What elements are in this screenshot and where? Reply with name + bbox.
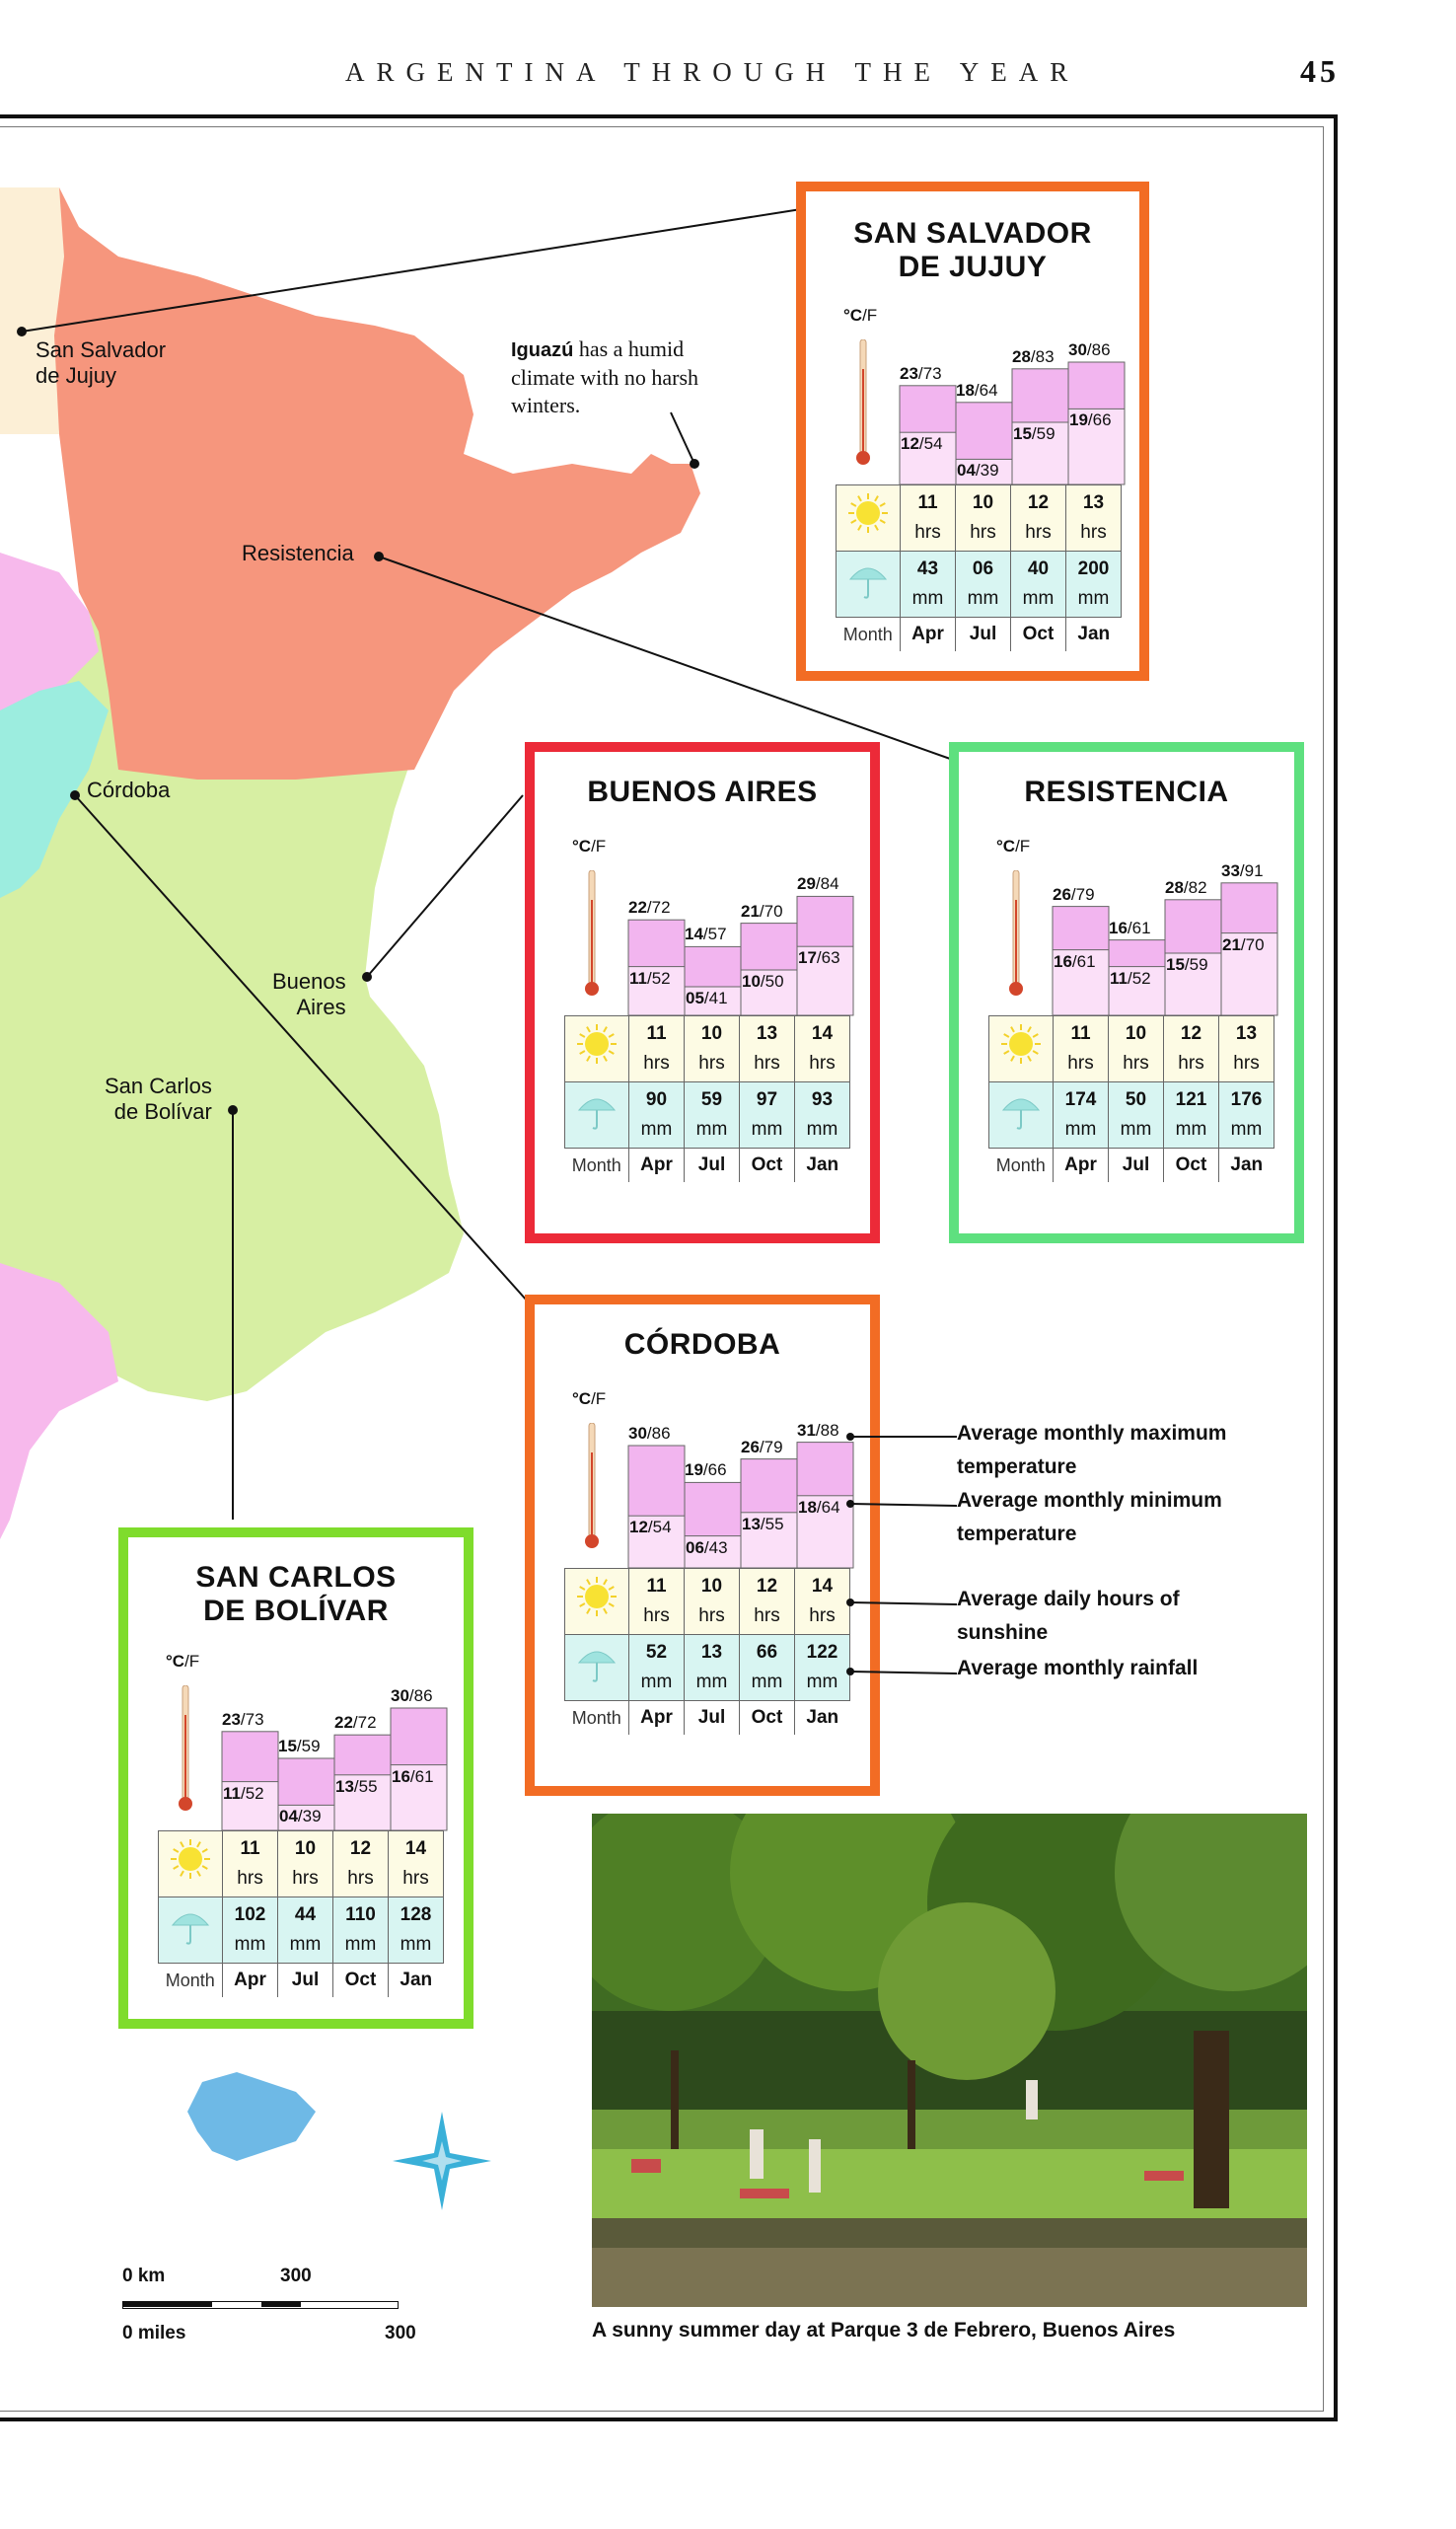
rainfall-cell: 13 mm <box>685 1635 740 1701</box>
unit-celsius: °C <box>166 1652 185 1671</box>
climate-box-title: SAN CARLOS DE BOLÍVAR <box>195 1561 397 1627</box>
month-row <box>159 1964 444 1998</box>
month-label: Month <box>837 618 901 652</box>
climate-table <box>564 1015 850 1182</box>
rainfall-row <box>837 552 1122 618</box>
sunshine-cell: 11 hrs <box>901 485 956 552</box>
month-cell: Oct <box>1164 1149 1219 1183</box>
umbrella-icon <box>159 1897 223 1964</box>
rainfall-cell: 44 mm <box>278 1897 333 1964</box>
rainfall-cell: 110 mm <box>333 1897 389 1964</box>
max-temp-label: 26/79 <box>1053 884 1095 904</box>
sunshine-row <box>989 1016 1274 1082</box>
min-temp-label: 17/63 <box>798 948 840 968</box>
legend-min-temp: Average monthly minimum temperature <box>957 1489 1222 1545</box>
month-cell: Jan <box>1066 618 1122 652</box>
scale-km-start: 0 km <box>122 2266 166 2286</box>
max-temp-label: 30/86 <box>391 1686 433 1705</box>
climate-table <box>564 1568 850 1735</box>
min-temp-label: 19/66 <box>1069 410 1112 430</box>
min-temp-label: 21/70 <box>1222 934 1265 954</box>
unit-celsius: °C <box>843 306 863 325</box>
sunshine-cell: 12 hrs <box>1011 485 1066 552</box>
max-temp-label: 30/86 <box>628 1424 671 1443</box>
temperature-unit-label <box>166 1652 199 1672</box>
min-temp-label: 12/54 <box>629 1518 672 1537</box>
scale-bar-segment <box>123 2302 212 2307</box>
max-temp-label: 21/70 <box>741 901 783 921</box>
max-temp-label: 28/82 <box>1165 877 1207 897</box>
sunshine-cell: 14 hrs <box>389 1831 444 1897</box>
min-temp-label: 13/55 <box>335 1776 378 1796</box>
month-cell: Jul <box>1109 1149 1164 1183</box>
month-cell: Oct <box>740 1149 795 1183</box>
unit-celsius: °C <box>572 1389 592 1408</box>
sunshine-cell: 12 hrs <box>740 1569 795 1635</box>
map-label-cordoba: Córdoba <box>87 778 171 802</box>
umbrella-icon <box>565 1635 629 1701</box>
min-temp-label: 11/52 <box>223 1783 264 1803</box>
month-label: Month <box>989 1149 1054 1183</box>
month-cell: Oct <box>333 1964 389 1998</box>
rainfall-cell: 90 mm <box>629 1082 685 1149</box>
umbrella-icon <box>837 552 901 618</box>
iguazu-note-bold: Iguazú <box>511 339 574 361</box>
thermometer-icon <box>855 339 871 468</box>
iguazu-note-text: has a humid climate with no harsh winters. <box>511 336 699 417</box>
sun-icon <box>989 1016 1054 1082</box>
month-row <box>565 1701 850 1736</box>
climate-box-buenos-aires <box>525 742 880 1243</box>
scale-bar <box>122 2266 418 2343</box>
min-temp-label: 05/41 <box>686 989 728 1007</box>
max-temp-label: 19/66 <box>685 1460 727 1480</box>
rainfall-cell: 43 mm <box>901 552 956 618</box>
month-cell: Apr <box>629 1701 685 1736</box>
max-temp-label: 14/57 <box>685 925 727 944</box>
sunshine-cell: 10 hrs <box>685 1016 740 1082</box>
climate-box-title: CÓRDOBA <box>623 1328 781 1361</box>
max-temp-label: 23/73 <box>900 363 942 383</box>
climate-box-title: SAN SALVADOR DE JUJUY <box>853 217 1092 283</box>
legend-pointers <box>846 1421 957 1677</box>
max-temp-label: 26/79 <box>741 1437 783 1456</box>
map-label-resistencia: Resistencia <box>242 541 354 565</box>
max-temp-label: 18/64 <box>956 380 998 400</box>
rainfall-cell: 121 mm <box>1164 1082 1219 1149</box>
month-cell: Jan <box>389 1964 444 1998</box>
temperature-unit-label <box>843 306 877 326</box>
rainfall-cell: 66 mm <box>740 1635 795 1701</box>
sunshine-cell: 11 hrs <box>1054 1016 1109 1082</box>
sunshine-cell: 12 hrs <box>1164 1016 1219 1082</box>
rainfall-cell: 176 mm <box>1219 1082 1274 1149</box>
sunshine-row <box>159 1831 444 1897</box>
max-temp-label: 16/61 <box>1109 918 1151 937</box>
min-temp-label: 04/39 <box>957 461 999 481</box>
month-label: Month <box>159 1964 223 1998</box>
sunshine-row <box>565 1569 850 1635</box>
month-cell: Apr <box>629 1149 685 1183</box>
max-temp-label: 22/72 <box>628 898 671 918</box>
rainfall-cell: 06 mm <box>956 552 1011 618</box>
unit-celsius: °C <box>996 837 1016 855</box>
scale-mi-start: 0 miles <box>122 2323 186 2343</box>
sunshine-cell: 10 hrs <box>1109 1016 1164 1082</box>
thermometer-icon <box>178 1685 193 1814</box>
min-temp-label: 06/43 <box>686 1537 728 1557</box>
sunshine-cell: 11 hrs <box>223 1831 278 1897</box>
iguazu-note <box>511 335 718 419</box>
rainfall-cell: 97 mm <box>740 1082 795 1149</box>
sunshine-cell: 12 hrs <box>333 1831 389 1897</box>
rainfall-cell: 102 mm <box>223 1897 278 1964</box>
climate-box-cordoba <box>525 1295 880 1796</box>
unit-fahrenheit: /F <box>591 1389 607 1408</box>
rainfall-row <box>565 1635 850 1701</box>
min-temp-label: 04/39 <box>279 1807 322 1826</box>
running-title: ARGENTINA THROUGH THE YEAR <box>345 57 1080 87</box>
month-cell: Jan <box>1219 1149 1274 1183</box>
unit-fahrenheit: /F <box>591 837 607 855</box>
min-temp-label: 16/61 <box>392 1766 434 1786</box>
rainfall-row <box>159 1897 444 1964</box>
legend-rainfall: Average monthly rainfall <box>957 1657 1199 1679</box>
month-row <box>565 1149 850 1183</box>
scale-mi-end: 300 <box>385 2323 416 2343</box>
sunshine-row <box>565 1016 850 1082</box>
page-number: 45 <box>1300 53 1340 89</box>
month-cell: Oct <box>1011 618 1066 652</box>
climate-box-title: BUENOS AIRES <box>587 776 818 808</box>
rainfall-cell: 200 mm <box>1066 552 1122 618</box>
scale-bar-track <box>122 2301 399 2309</box>
rainfall-row <box>565 1082 850 1149</box>
climate-box-title: RESISTENCIA <box>1024 776 1229 808</box>
sunshine-cell: 13 hrs <box>740 1016 795 1082</box>
sun-icon <box>565 1016 629 1082</box>
unit-fahrenheit: /F <box>184 1652 200 1671</box>
min-temp-label: 11/52 <box>629 968 671 988</box>
month-cell: Oct <box>740 1701 795 1736</box>
umbrella-icon <box>989 1082 1054 1149</box>
climate-box-jujuy <box>796 182 1149 681</box>
max-temp-label: 22/72 <box>334 1713 377 1733</box>
rainfall-cell: 128 mm <box>389 1897 444 1964</box>
temperature-unit-label <box>572 1389 606 1409</box>
scale-bar-segment <box>261 2302 301 2307</box>
thermometer-icon <box>584 1423 600 1551</box>
min-temp-label: 10/50 <box>742 972 784 991</box>
temperature-unit-label <box>572 837 606 856</box>
month-cell: Jan <box>795 1701 850 1736</box>
month-label: Month <box>565 1701 629 1736</box>
max-temp-label: 33/91 <box>1221 860 1264 880</box>
unit-fahrenheit: /F <box>1015 837 1031 855</box>
sunshine-cell: 11 hrs <box>629 1569 685 1635</box>
month-row <box>989 1149 1274 1183</box>
umbrella-icon <box>565 1082 629 1149</box>
max-temp-label: 15/59 <box>278 1737 321 1755</box>
page-header <box>0 53 1456 97</box>
rainfall-cell: 50 mm <box>1109 1082 1164 1149</box>
thermometer-icon <box>584 870 600 999</box>
map-label-san-carlos: San Carlos de Bolívar <box>105 1074 212 1124</box>
map-label-jujuy: San Salvador de Jujuy <box>36 337 167 388</box>
min-temp-label: 13/55 <box>742 1514 784 1533</box>
min-temp-label: 12/54 <box>901 434 943 454</box>
temperature-unit-label <box>996 837 1030 856</box>
sunshine-cell: 10 hrs <box>956 485 1011 552</box>
legend-max-temp: Average monthly maximum temperature <box>957 1422 1227 1478</box>
max-temp-label: 30/86 <box>1068 340 1111 359</box>
min-temp-label: 18/64 <box>798 1497 840 1517</box>
climate-box-san-carlos <box>118 1527 473 2029</box>
month-cell: Apr <box>223 1964 278 1998</box>
min-temp-label: 15/59 <box>1013 424 1056 443</box>
sunshine-row <box>837 485 1122 552</box>
month-cell: Apr <box>1054 1149 1109 1183</box>
scale-km-end: 300 <box>280 2266 312 2286</box>
unit-fahrenheit: /F <box>862 306 878 325</box>
climate-table <box>988 1015 1274 1182</box>
rainfall-cell: 93 mm <box>795 1082 850 1149</box>
sunshine-cell: 14 hrs <box>795 1569 850 1635</box>
month-cell: Jan <box>795 1149 850 1183</box>
min-temp-label: 16/61 <box>1054 951 1096 971</box>
month-cell: Jul <box>278 1964 333 1998</box>
sunshine-cell: 13 hrs <box>1219 1016 1274 1082</box>
month-cell: Apr <box>901 618 956 652</box>
unit-celsius: °C <box>572 837 592 855</box>
rainfall-row <box>989 1082 1274 1149</box>
month-cell: Jul <box>685 1701 740 1736</box>
max-temp-label: 31/88 <box>797 1420 839 1440</box>
min-temp-label: 15/59 <box>1166 955 1208 974</box>
month-cell: Jul <box>685 1149 740 1183</box>
sunshine-cell: 10 hrs <box>278 1831 333 1897</box>
rainfall-cell: 174 mm <box>1054 1082 1109 1149</box>
climate-box-resistencia <box>949 742 1304 1243</box>
map-label-buenos-aires: Buenos Aires <box>272 969 346 1019</box>
legend-sunshine: Average daily hours of sunshine <box>957 1588 1180 1644</box>
sunshine-cell: 13 hrs <box>1066 485 1122 552</box>
sun-icon <box>159 1831 223 1897</box>
rainfall-cell: 52 mm <box>629 1635 685 1701</box>
rainfall-cell: 59 mm <box>685 1082 740 1149</box>
sun-icon <box>565 1569 629 1635</box>
month-label: Month <box>565 1149 629 1183</box>
rainfall-cell: 40 mm <box>1011 552 1066 618</box>
photo-caption: A sunny summer day at Parque 3 de Febrero, Buenos Aires <box>592 2319 1176 2342</box>
sunshine-cell: 11 hrs <box>629 1016 685 1082</box>
rainfall-cell: 122 mm <box>795 1635 850 1701</box>
max-temp-label: 29/84 <box>797 874 839 894</box>
month-cell: Jul <box>956 618 1011 652</box>
sunshine-cell: 10 hrs <box>685 1569 740 1635</box>
sunshine-cell: 14 hrs <box>795 1016 850 1082</box>
max-temp-label: 23/73 <box>222 1709 264 1729</box>
climate-table <box>836 484 1122 651</box>
max-temp-label: 28/83 <box>1012 346 1055 366</box>
thermometer-icon <box>1008 870 1024 999</box>
park-photo <box>592 1814 1307 2307</box>
climate-table <box>158 1830 444 1997</box>
month-row <box>837 618 1122 652</box>
sun-icon <box>837 485 901 552</box>
min-temp-label: 11/52 <box>1110 968 1151 988</box>
